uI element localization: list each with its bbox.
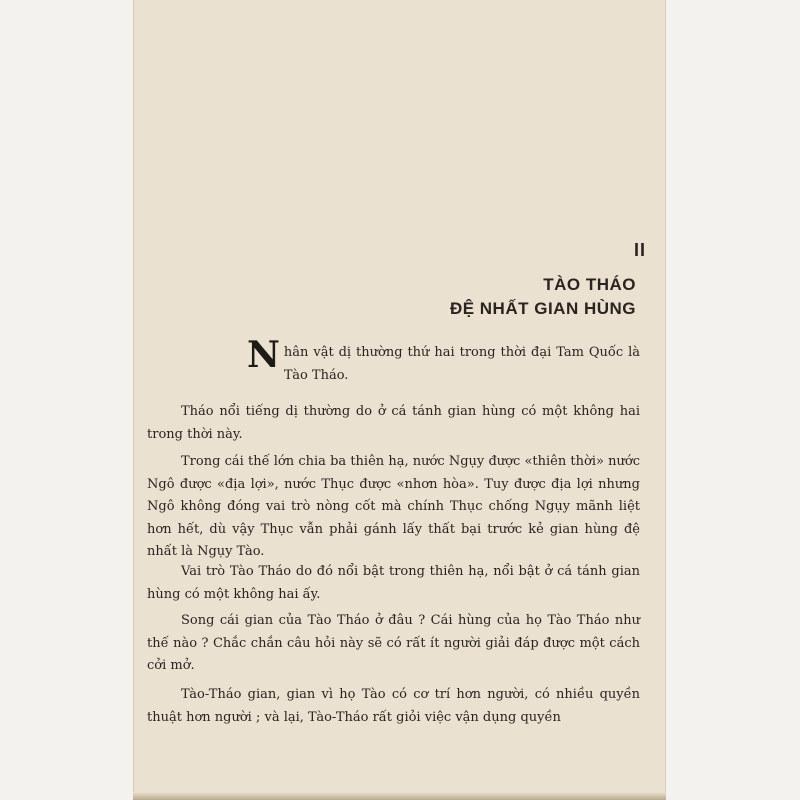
paragraph-text: hân vật dị thường thứ hai trong thời đại Tam Quốc là Tào Tháo. <box>283 345 640 383</box>
body-paragraph-3 <box>147 451 640 564</box>
body-paragraph-2 <box>147 401 640 446</box>
paragraph-text: Tháo nổi tiếng dị thường do ở cá tánh gian hùng có một không hai trong thời này. <box>147 404 640 442</box>
body-paragraph-1 <box>147 334 640 387</box>
chapter-number: II <box>633 240 646 260</box>
paragraph-text: Vai trò Tào Tháo do đó nổi bật trong thiên hạ, nổi bật ở cá tánh gian hùng có một không hai ấy. <box>147 564 640 602</box>
page-edge-shadow <box>133 792 666 800</box>
body-paragraph-6 <box>147 684 640 729</box>
paragraph-text: Trong cái thế lớn chia ba thiên hạ, nước Ngụy được «thiên thời» nước Ngô được «địa lợi», nước Thục được «nhơn hòa». Tuy được địa lợi nhưng Ngô không đóng vai trò nòng cốt mà chính Thục chống Ngụy mãnh liệt hơn hết, dù vậy Thục vẫn phải gánh lấy thất bại trước kẻ gian hùng đệ nhất là Ngụy Tào. <box>147 454 640 559</box>
book-page <box>133 0 666 800</box>
drop-cap: N <box>247 334 280 376</box>
chapter-title-line-1: TÀO THÁO <box>543 275 636 294</box>
paragraph-text: Tào-Tháo gian, gian vì họ Tào có cơ trí hơn người, có nhiều quyền thuật hơn người ; và lại, Tào-Tháo rất giỏi việc vận dụng quyền <box>147 687 640 725</box>
body-paragraph-5 <box>147 610 640 678</box>
body-paragraph-4 <box>147 561 640 606</box>
paragraph-text: Song cái gian của Tào Tháo ở đâu ? Cái hùng của họ Tào Tháo như thế nào ? Chắc chắn câu hỏi này sẽ có rất ít người giải đáp được một cách cởi mở. <box>147 613 640 673</box>
chapter-title-line-2: ĐỆ NHẤT GIAN HÙNG <box>449 299 636 318</box>
